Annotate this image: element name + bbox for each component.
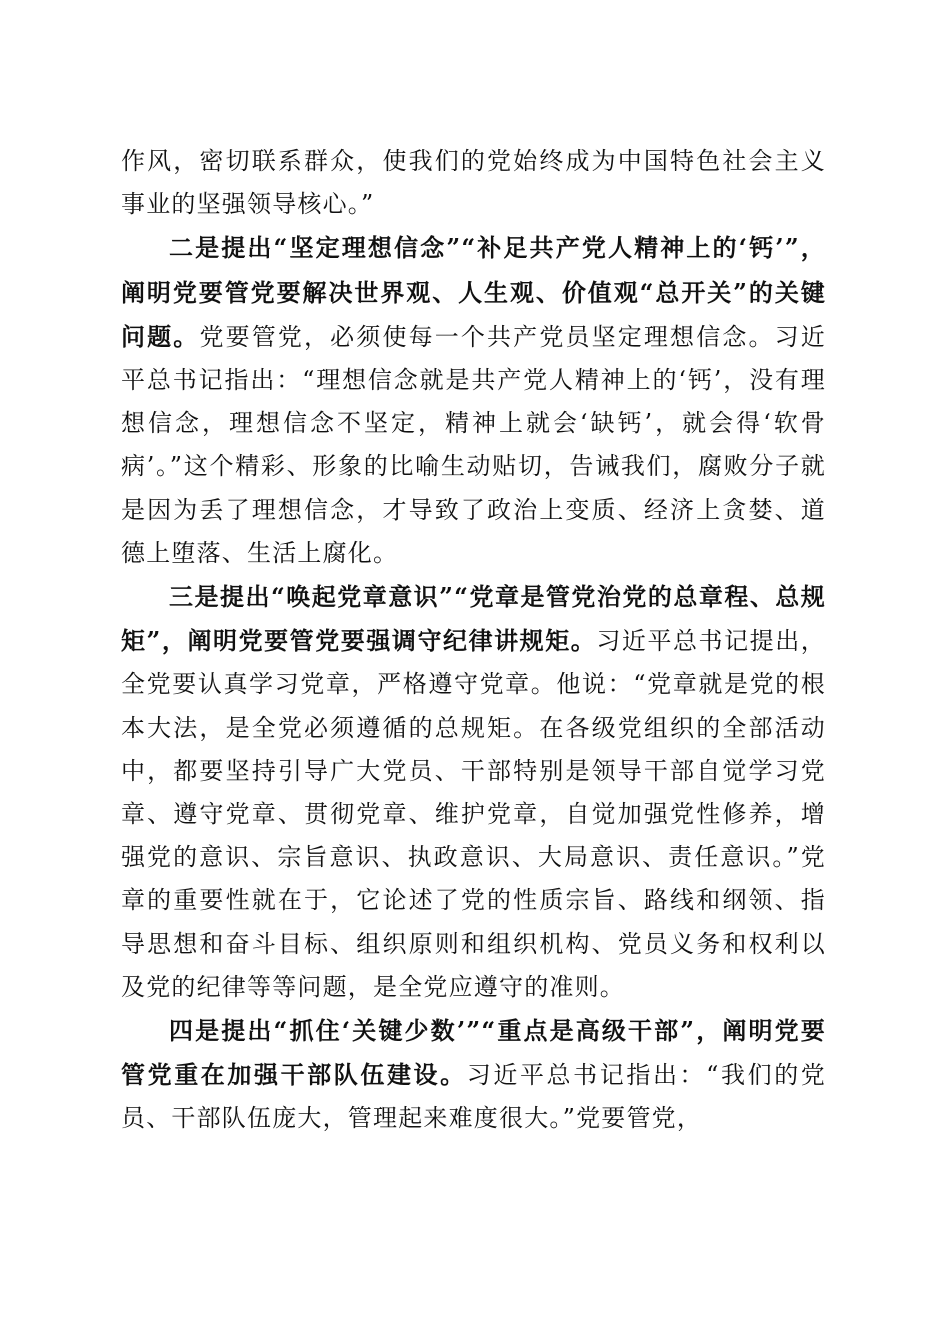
paragraph-2-body: 党要管党，必须使每一个共产党员坚定理想信念。习近平总书记指出：“理想信念就是共产党人精神上的‘钙’，没有理想信念，理想信念不坚定，精神上就会‘缺钙’，就会得‘软骨病’。”这个精彩、形象的比喻生动贴切，告诫我们，腐败分子就是因为丢了理想信念，才导致了政治上变质、经济上贪婪、道德上堕落、生活上腐化。 [121, 322, 826, 567]
document-page [121, 140, 826, 1141]
paragraph-4-body: 习近平总书记指出：“我们的党员、干部队伍庞大，管理起来难度很大。”党要管党， [121, 1061, 826, 1133]
paragraph-3-lead: 三是提出“唤起党章意识”“党章是管党治党的总章程、总规矩”，阐明党要管党要强调守纪律讲规矩。 [121, 582, 826, 656]
paragraph-1 [121, 140, 826, 226]
paragraph-1-body: 作风，密切联系群众，使我们的党始终成为中国特色社会主义事业的坚强领导核心。” [121, 147, 826, 219]
paragraph-3-body: 习近平总书记提出，全党要认真学习党章，严格遵守党章。他说：“党章就是党的根本大法，是全党必须遵循的总规矩。在各级党组织的全部活动中，都要坚持引导广大党员、干部特别是领导干部自觉学习党章、遵守党章、贯彻党章、维护党章，自觉加强党性修养，增强党的意识、宗旨意识、执政意识、大局意识、责任意识。”党章的重要性就在于，它论述了党的性质宗旨、路线和纲领、指导思想和奋斗目标、组织原则和组织机构、党员义务和权利以及党的纪律等等问题，是全党应遵守的准则。 [121, 627, 826, 1001]
paragraph-4 [121, 1009, 826, 1141]
paragraph-2 [121, 226, 826, 575]
paragraph-3 [121, 575, 826, 1009]
paragraph-4-lead: 四是提出“抓住‘关键少数’”“重点是高级干部”，阐明党要管党重在加强干部队伍建设。 [121, 1016, 826, 1090]
paragraph-2-lead: 二是提出“坚定理想信念”“补足共产党人精神上的‘钙’”，阐明党要管党要解决世界观、人生观、价值观“总开关”的关键问题。 [121, 233, 826, 351]
